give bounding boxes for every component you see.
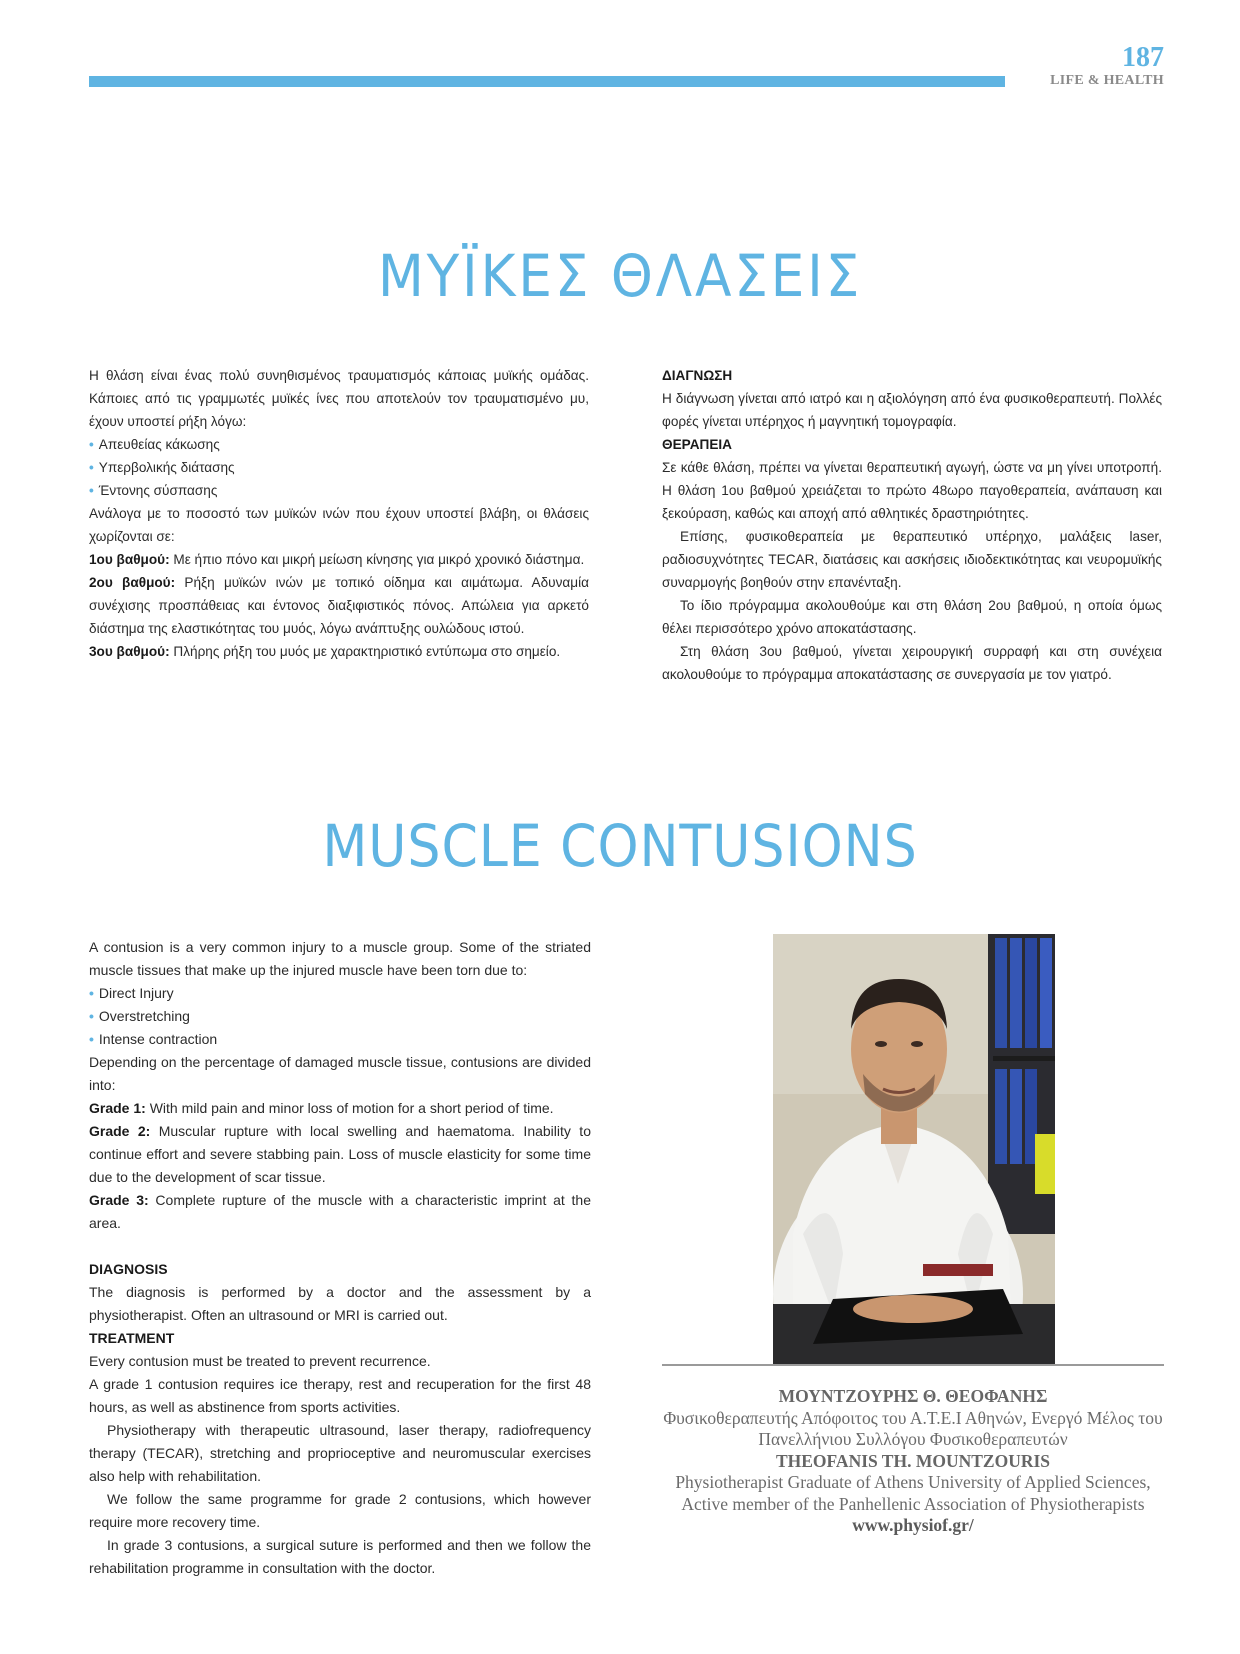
greek-column-left xyxy=(89,364,589,663)
english-diagnosis-text: The diagnosis is performed by a doctor and the assessment by a physiotherapist. Often an ultrasound or MRI is carried out. xyxy=(89,1284,591,1323)
author-bio-english: Physiotherapist Graduate of Athens University of Applied Sciences, Active member of the Panhellenic Association of Physiotherapists xyxy=(675,1472,1151,1514)
english-grade2 xyxy=(89,1120,591,1189)
author-photo xyxy=(773,934,1055,1364)
english-treatment-paragraph: In grade 3 contusions, a surgical suture is performed and then we follow the rehabilitation programme in consultation with the doctor. xyxy=(89,1537,591,1576)
greek-diagnosis-text: Η διάγνωση γίνεται από ιατρό και η αξιολόγηση από ένα φυσικοθεραπευτή. Πολλές φορές γίνεται υπέρηχος ή μαγνητική τομογραφία. xyxy=(662,391,1162,429)
greek-therapy-paragraph: Σε κάθε θλάση, πρέπει να γίνεται θεραπευτική αγωγή, ώστε να μη γίνει υποτροπή. Η θλάση 1ου βαθμού χρειάζεται το πρώτο 48ωρο παγοθεραπεία, ανάπαυση και ξεκούραση, καθώς και αποχή από αθλητικές δραστηριότητες. xyxy=(662,460,1162,521)
author-caption xyxy=(662,1386,1164,1537)
greek-therapy-heading: ΘΕΡΑΠΕΙΑ xyxy=(662,437,732,452)
english-title: MUSCLE CONTUSIONS xyxy=(322,812,918,880)
greek-column-right xyxy=(662,364,1162,686)
english-classification: Depending on the percentage of damaged muscle tissue, contusions are divided into: xyxy=(89,1054,591,1093)
greek-title: ΜΥΪΚΕΣ ΘΛΑΣΕΙΣ xyxy=(377,242,863,310)
english-cause-item xyxy=(89,1028,591,1051)
greek-grade2-text: Ρήξη μυϊκών ινών με τοπικό οίδημα και αιμάτωμα. Αδυναμία συνέχισης προσπάθειας και έντονος διαξιφιστικός πόνος. Απώλεια για αρκετό διάστημα της ελαστικότητας του μυός, λόγω ανάπτυξης ουλώδους ιστού. xyxy=(89,575,589,636)
bullet-icon: • xyxy=(89,460,94,475)
greek-cause-text: Έντονης σύσπασης xyxy=(98,483,218,498)
author-bio-greek: Φυσικοθεραπευτής Απόφοιτος του Α.Τ.Ε.Ι Αθηνών, Ενεργό Μέλος του Πανελλήνιου Συλλόγου Φυσικοθεραπευτών xyxy=(663,1407,1163,1449)
greek-grade1 xyxy=(89,548,589,571)
english-cause-item xyxy=(89,982,591,1005)
greek-grade1-text: Με ήπιο πόνο και μικρή μείωση κίνησης για μικρό χρονικό διάστημα. xyxy=(169,552,585,567)
english-treatment-heading: TREATMENT xyxy=(89,1330,175,1346)
greek-grade3-text: Πλήρης ρήξη του μυός με χαρακτηριστικό εντύπωμα στο σημείο. xyxy=(169,644,561,659)
greek-therapy-paragraph: Στη θλάση 3ου βαθμού, γίνεται χειρουργική συρραφή και στη συνέχεια ακολουθούμε το πρόγραμμα αποκατάστασης σε συνεργασία με τον γιατρό. xyxy=(662,644,1162,682)
greek-cause-item xyxy=(89,479,589,502)
english-treatment-paragraph: A grade 1 contusion requires ice therapy, rest and recuperation for the first 48 hours, as well as abstinence from sports activities. xyxy=(89,1376,591,1415)
english-cause-text: Intense contraction xyxy=(98,1031,218,1047)
bullet-icon: • xyxy=(89,1008,94,1024)
english-grade3-text: Complete rupture of the muscle with a characteristic imprint at the area. xyxy=(89,1192,591,1231)
author-website-link[interactable]: www.physiof.gr/ xyxy=(852,1515,974,1535)
greek-diagnosis-heading: ΔΙΑΓΝΩΣΗ xyxy=(662,368,733,383)
bullet-icon: • xyxy=(89,1031,94,1047)
english-grade2-label: Grade 2: xyxy=(89,1123,151,1139)
author-portrait-illustration xyxy=(773,934,1055,1364)
english-cause-text: Overstretching xyxy=(98,1008,190,1024)
greek-therapy-paragraph: Το ίδιο πρόγραμμα ακολουθούμε και στη θλάση 2ου βαθμού, η οποία όμως θέλει περισσότερο χρόνο αποκατάστασης. xyxy=(662,598,1162,636)
greek-cause-text: Απευθείας κάκωσης xyxy=(98,437,220,452)
english-treatment-paragraph: Every contusion must be treated to prevent recurrence. xyxy=(89,1353,431,1369)
page-number: 187 xyxy=(1122,42,1164,73)
greek-classification: Ανάλογα με το ποσοστό των μυϊκών ινών που έχουν υποστεί βλάβη, οι θλάσεις χωρίζονται σε: xyxy=(89,506,589,544)
bullet-icon: • xyxy=(89,437,94,452)
greek-therapy-paragraph: Επίσης, φυσικοθεραπεία με θεραπευτικό υπέρηχο, μαλάξεις laser, ραδιοσυχνότητες TECAR, διατάσεις και ασκήσεις ιδιοδεκτικότητας και νευρομυϊκής συναρμογής βοηθούν στην επανένταξη. xyxy=(662,529,1162,590)
bullet-icon: • xyxy=(89,985,94,1001)
english-grade1-label: Grade 1: xyxy=(89,1100,146,1116)
greek-grade2-label: 2ου βαθμού: xyxy=(89,575,176,590)
english-grade1-text: With mild pain and minor loss of motion for a short period of time. xyxy=(145,1100,554,1116)
author-name-greek: ΜΟΥΝΤΖΟΥΡΗΣ Θ. ΘΕΟΦΑΝΗΣ xyxy=(778,1386,1048,1406)
greek-grade1-label: 1ου βαθμού: xyxy=(89,552,170,567)
english-grade3-label: Grade 3: xyxy=(89,1192,149,1208)
greek-grade3 xyxy=(89,640,589,663)
greek-grade2 xyxy=(89,571,589,640)
english-intro: A contusion is a very common injury to a muscle group. Some of the striated muscle tissues that make up the injured muscle have been torn due to: xyxy=(89,939,591,978)
english-treatment-paragraph: Physiotherapy with therapeutic ultrasound, laser therapy, radiofrequency therapy (TECAR), stretching and proprioceptive and neuromuscular exercises also help with rehabilitation. xyxy=(89,1422,591,1484)
english-treatment-paragraph: We follow the same programme for grade 2 contusions, which however require more recovery time. xyxy=(89,1491,591,1530)
english-grade3 xyxy=(89,1189,591,1235)
english-grade2-text: Muscular rupture with local swelling and haematoma. Inability to continue effort and severe stabbing pain. Loss of muscle elasticity for some time due to the development of scar tissue. xyxy=(89,1123,591,1185)
section-name: LIFE & HEALTH xyxy=(1050,73,1164,88)
bullet-icon: • xyxy=(89,483,94,498)
spacer xyxy=(89,1235,591,1258)
greek-intro: Η θλάση είναι ένας πολύ συνηθισμένος τραυματισμός κάποιας μυϊκής ομάδας. Κάποιες από τις γραμμωτές μυϊκές ίνες που αποτελούν τον τραυματισμένο μυ, έχουν υποστεί ρήξη λόγω: xyxy=(89,368,589,429)
author-name-english: THEOFANIS TH. MOUNTZOURIS xyxy=(775,1450,1051,1471)
english-column xyxy=(89,936,591,1580)
greek-cause-item xyxy=(89,456,589,479)
english-diagnosis-heading: DIAGNOSIS xyxy=(89,1261,168,1277)
greek-cause-item xyxy=(89,433,589,456)
caption-divider xyxy=(662,1364,1164,1366)
greek-grade3-label: 3ου βαθμού: xyxy=(89,644,170,659)
greek-cause-text: Υπερβολικής διάτασης xyxy=(98,460,235,475)
english-cause-item xyxy=(89,1005,591,1028)
english-cause-text: Direct Injury xyxy=(98,985,174,1001)
header-accent-bar xyxy=(89,76,1005,87)
english-grade1 xyxy=(89,1097,591,1120)
